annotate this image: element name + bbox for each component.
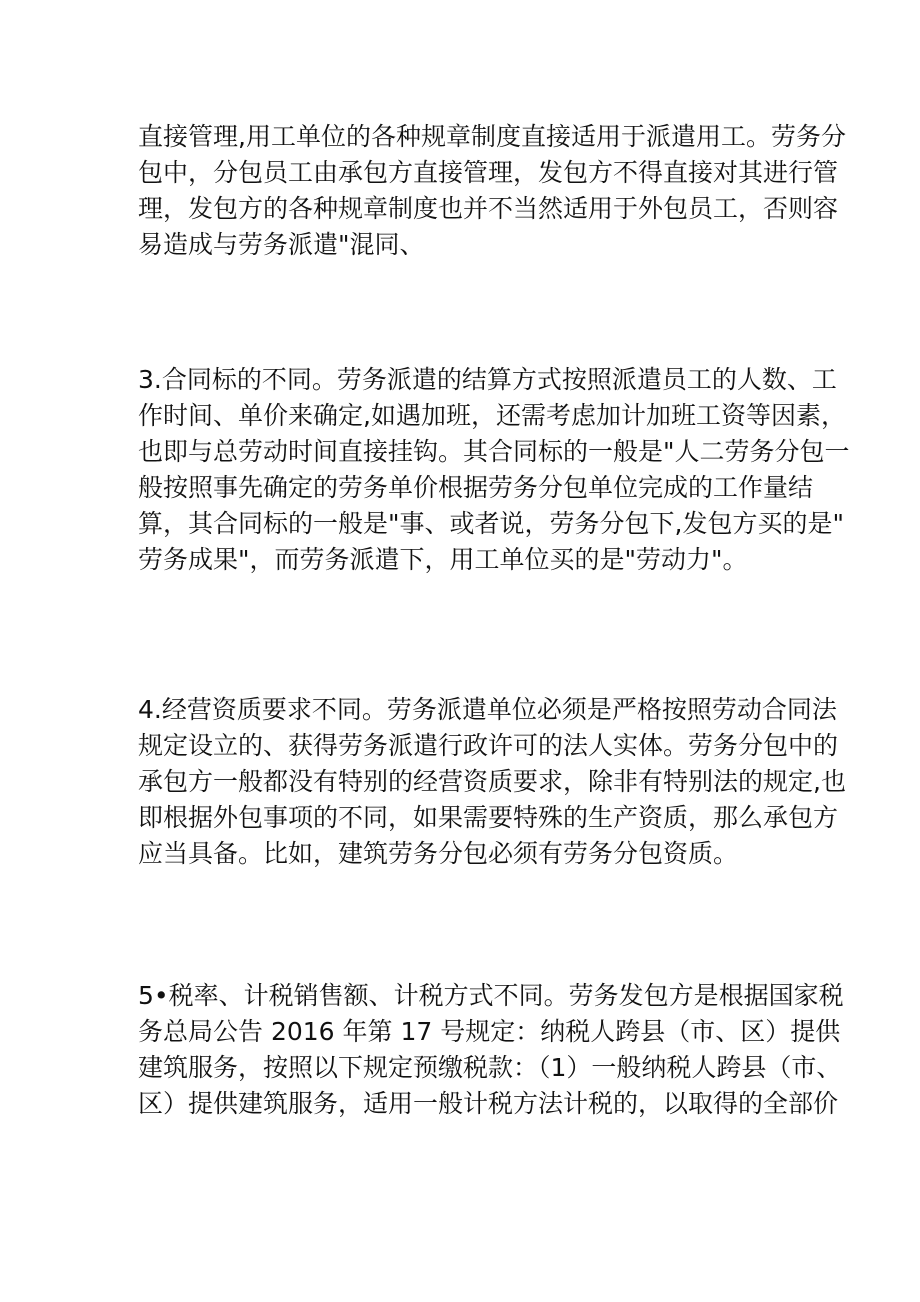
text-line: 作时间、单价来确定,如遇加班，还需考虑加计加班工资等因素，: [138, 401, 846, 430]
text-line: 4.经营资质要求不同。劳务派遣单位必须是严格按照劳动合同法: [138, 695, 837, 724]
paragraph-tax: [138, 978, 844, 1122]
paragraph-labor-management: [138, 119, 846, 263]
text-line: 3.合同标的不同。劳务派遣的结算方式按照派遣员工的人数、工: [138, 365, 837, 394]
text-line: 建筑服务，按照以下规定预缴税款：（1）一般纳税人跨县（市、: [138, 1053, 842, 1082]
text-line: 5•税率、计税销售额、计税方式不同。劳务发包方是根据国家税: [138, 981, 844, 1010]
text-line: 算，其合同标的一般是"事、或者说，劳务分包下,发包方买的是": [138, 509, 844, 538]
text-line: 承包方一般都没有特别的经营资质要求，除非有特别法的规定,也: [138, 767, 846, 796]
text-line: 即根据外包事项的不同，如果需要特殊的生产资质，那么承包方: [138, 803, 839, 832]
text-line: 规定设立的、获得劳务派遣行政许可的法人实体。劳务分包中的: [138, 731, 839, 760]
text-line: 应当具备。比如，建筑劳务分包必须有劳务分包资质。: [138, 839, 739, 868]
text-line: 务总局公告 2016 年第 17 号规定：纳税人跨县（市、区）提供: [138, 1017, 841, 1046]
text-line: 也即与总劳动时间直接挂钩。其合同标的一般是"人二劳务分包一: [138, 437, 850, 466]
paragraph-contract-subject: [138, 362, 850, 578]
text-line: 劳务成果"，而劳务派遣下，用工单位买的是"劳动力"。: [138, 545, 748, 574]
paragraph-qualification: [138, 692, 846, 872]
text-line: 直接管理,用工单位的各种规章制度直接适用于派遣用工。劳务分: [138, 122, 846, 151]
text-line: 理，发包方的各种规章制度也并不当然适用于外包员工，否则容: [138, 194, 839, 223]
text-line: 般按照事先确定的劳务单价根据劳务分包单位完成的工作量结: [138, 473, 814, 502]
text-line: 包中，分包员工由承包方直接管理，发包方不得直接对其进行管: [138, 158, 839, 187]
text-line: 区）提供建筑服务，适用一般计税方法计税的，以取得的全部价: [138, 1089, 839, 1118]
text-line: 易造成与劳务派遣"混同、: [138, 230, 425, 259]
